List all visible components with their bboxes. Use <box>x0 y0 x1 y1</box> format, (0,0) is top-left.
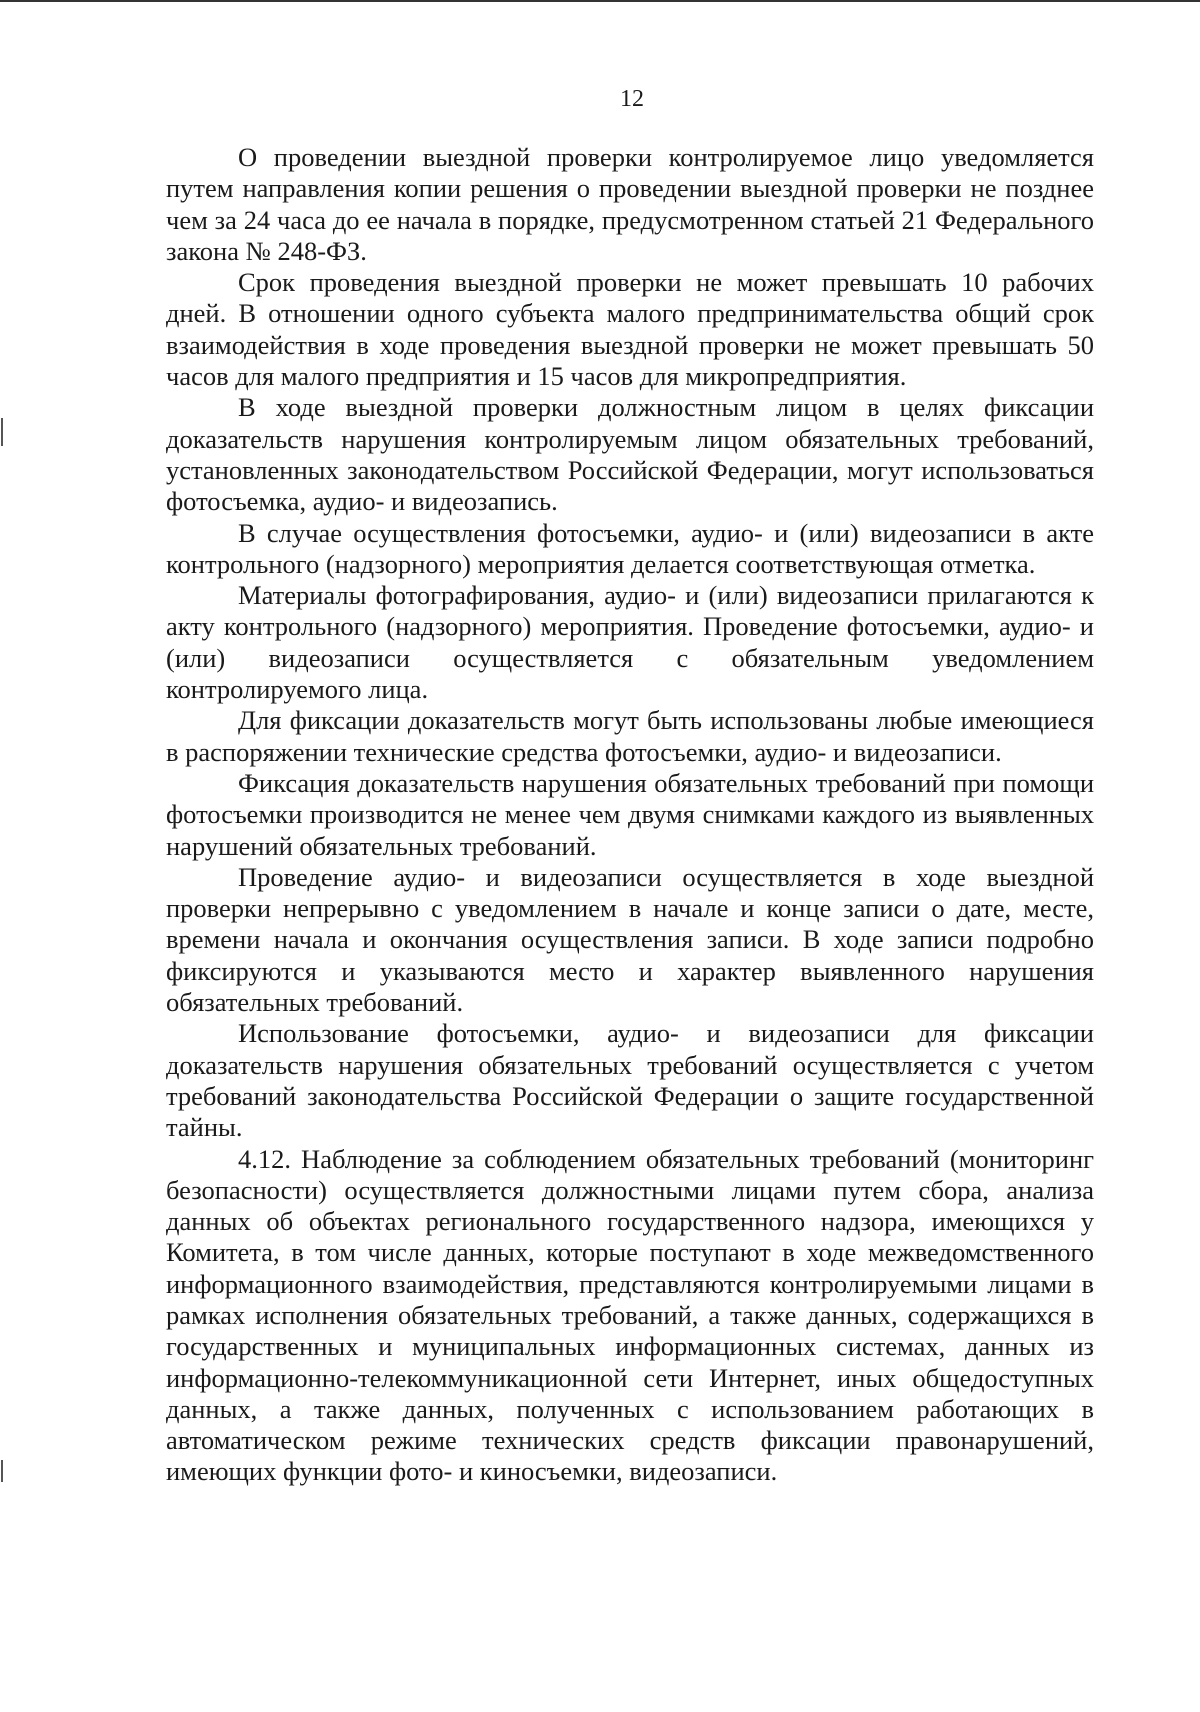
scan-margin-mark <box>1 1460 3 1482</box>
paragraph-technical-means: Для фиксации доказательств могут быть использованы любые имеющиеся в распоряжении технические средства фотосъемки, аудио- и видеозаписи. <box>166 705 1094 767</box>
paragraph-inspection-duration: Срок проведения выездной проверки не может превышать 10 рабочих дней. В отношении одного субъекта малого предпринимательства общий срок взаимодействия в ходе проведения выездной проверки не может превышать 50 часов для малого предприятия и 15 часов для микропредприятия. <box>166 267 1094 392</box>
paragraph-audio-video-recording: Проведение аудио- и видеозаписи осуществляется в ходе выездной проверки непрерывно с уведомлением в начале и конце записи о дате, месте, времени начала и окончания осуществления записи. В ходе записи подробно фиксируются и указываются место и характер выявленного нарушения обязательных требований. <box>166 861 1094 1018</box>
paragraph-monitoring-4-12: 4.12. Наблюдение за соблюдением обязательных требований (мониторинг безопасности) осуществляется должностными лицами путем сбора, анализа данных об объектах регионального государственного надзора, имеющихся у Комитета, в том числе данных, которые поступают в ходе межведомственного информационного взаимодействия, представляются контролируемыми лицами в рамках исполнения обязательных требований, а также данных, содержащихся в государственных и муниципальных информационных системах, данных из информационно-телекоммуникационной сети Интернет, иных общедоступных данных, а также данных, полученных с использованием работающих в автоматическом режиме технических средств фиксации правонарушений, имеющих функции фото- и киносъемки, видеозаписи. <box>166 1143 1094 1487</box>
paragraph-state-secret: Использование фотосъемки, аудио- и видеозаписи для фиксации доказательств нарушения обязательных требований осуществляется с учетом требований законодательства Российской Федерации о защите государственной тайны. <box>166 1018 1094 1143</box>
paragraph-act-note: В случае осуществления фотосъемки, аудио- и (или) видеозаписи в акте контрольного (надзорного) мероприятия делается соответствующая отметка. <box>166 517 1094 579</box>
paragraph-evidence-recording: В ходе выездной проверки должностным лицом в целях фиксации доказательств нарушения контролируемым лицом обязательных требований, установленных законодательством Российской Федерации, могут использоваться фотосъемка, аудио- и видеозапись. <box>166 392 1094 517</box>
document-body <box>166 142 1094 1488</box>
paragraph-photo-fixation: Фиксация доказательств нарушения обязательных требований при помощи фотосъемки производится не менее чем двумя снимками каждого из выявленных нарушений обязательных требований. <box>166 767 1094 861</box>
scan-top-edge <box>0 0 1200 2</box>
scan-margin-mark <box>1 418 3 446</box>
paragraph-materials-attachment: Материалы фотографирования, аудио- и (или) видеозаписи прилагаются к акту контрольного (надзорного) мероприятия. Проведение фотосъемки, аудио- и (или) видеозаписи осуществляется с обязательным уведомлением контролируемого лица. <box>166 580 1094 705</box>
page-number: 12 <box>620 86 644 112</box>
paragraph-inspection-notice: О проведении выездной проверки контролируемое лицо уведомляется путем направления копии решения о проведении выездной проверки не позднее чем за 24 часа до ее начала в порядке, предусмотренном статьей 21 Федерального закона № 248-ФЗ. <box>166 142 1094 266</box>
